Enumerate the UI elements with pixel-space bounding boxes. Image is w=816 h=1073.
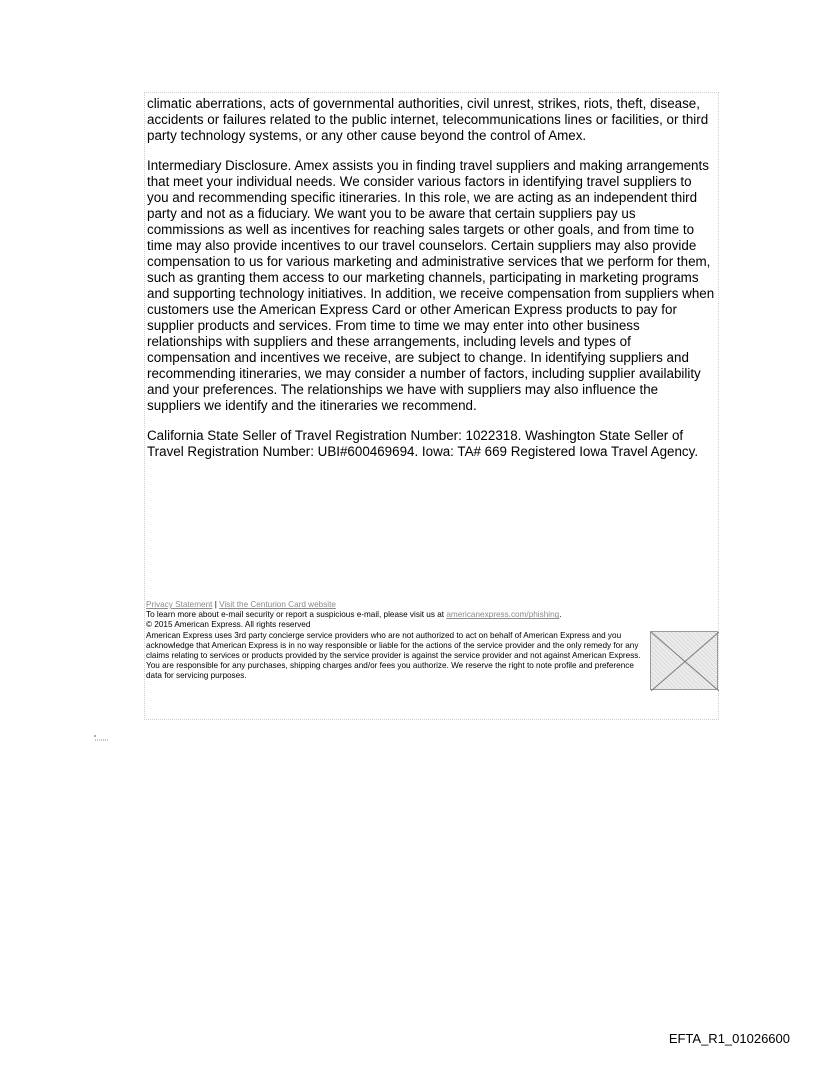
seller-of-travel-paragraph: California State Seller of Travel Registration Number: 1022318. Washington State Seller of Travel Registration Number: UBI#600469694. Iowa: TA# 669 Registered Iowa Travel Agency.: [147, 428, 699, 459]
privacy-statement-link[interactable]: Privacy Statement: [146, 600, 213, 609]
phishing-link[interactable]: americanexpress.com/phishing: [446, 610, 560, 620]
email-footer: [146, 600, 716, 682]
phishing-text: To learn more about e-mail security or report a suspicious e-mail, please visit us at: [146, 610, 445, 620]
copyright: © 2015 American Express. All rights reserved: [146, 620, 311, 630]
document-page-id: EFTA_R1_01026600: [668, 1031, 790, 1046]
phishing-notice: [146, 610, 716, 620]
footer-links: [146, 600, 716, 610]
image-placeholder-icon: [651, 632, 719, 691]
disclaimer-row: [146, 631, 716, 682]
intermediary-disclosure-paragraph: Intermediary Disclosure. Amex assists you in finding travel suppliers and making arrangements that meet your individual needs. We consider various factors in identifying travel suppliers to you and recommending specific itineraries. In this role, we are acting as an independent third party and not as a fiduciary. We want you to be aware that certain suppliers pay us commissions as well as incentives for reaching sales targets or other goals, and from time to time may also provide incentives to our travel counselors. Certain suppliers may also provide compensation to us for various marketing and administrative services that we perform for them, such as granting them access to our marketing channels, participating in marketing programs and supporting technology initiatives. In addition, we receive compensation from suppliers when customers use the American Express Card or other American Express products to pay for supplier products and services. From time to time we may enter into other business relationships with suppliers and these arrangements, including levels and types of compensation and incentives we receive, are subject to change. In identifying suppliers and recommending itineraries, we may consider a number of factors, including supplier availability and your preferences. The relationships we have with suppliers may also influence the suppliers we identify and the itineraries we recommend.: [147, 158, 715, 413]
broken-image-placeholder: [650, 631, 718, 690]
phishing-period: .: [559, 610, 562, 620]
stray-mark-icon: [94, 735, 110, 741]
force-majeure-paragraph: climatic aberrations, acts of governmental authorities, civil unrest, strikes, riots, theft, disease, accidents or failures related to the public internet, telecommunications lines or facilities, or third party technology systems, or any other cause beyond the control of Amex.: [147, 96, 709, 143]
concierge-disclaimer: American Express uses 3rd party concierge service providers who are not authorized to act on behalf of American Express and you acknowledge that American Express is in no way responsible or liable for the actions of the service provider and the only remedy for any claims relating to services or products provided by the service provider is against the service provider and not against American Express. You are responsible for any purchases, shipping charges and/or fees you authorize. We reserve the right to note profile and preference data for servicing purposes.: [146, 630, 641, 681]
email-body: [147, 96, 715, 474]
link-separator: |: [214, 600, 217, 609]
centurion-card-link[interactable]: Visit the Centurion Card website: [219, 600, 336, 609]
